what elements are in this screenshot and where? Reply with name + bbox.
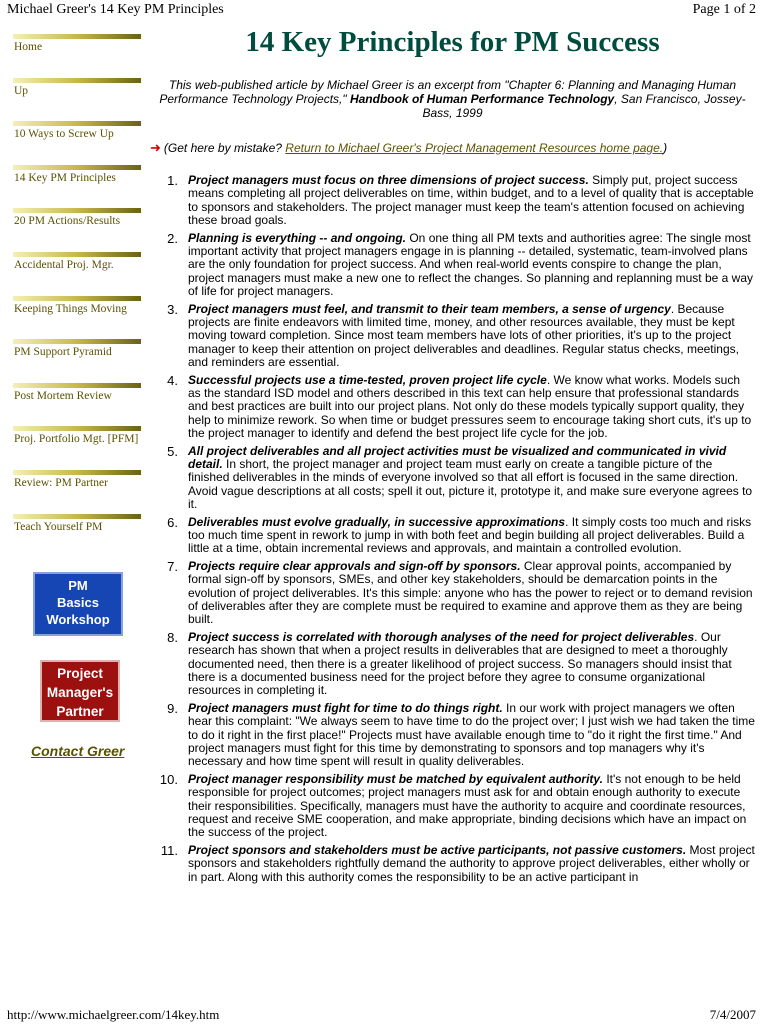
nav-link[interactable]: Accidental Proj. Mgr. bbox=[14, 258, 114, 271]
nav-divider bbox=[13, 121, 141, 126]
badge-line: Partner bbox=[56, 704, 104, 719]
book-title: Handbook of Human Performance Technology bbox=[349, 92, 615, 106]
nav-divider bbox=[13, 34, 141, 39]
principle-item bbox=[150, 374, 755, 440]
nav-item[interactable] bbox=[13, 252, 143, 296]
principle-number: 4. bbox=[167, 372, 178, 388]
principle-heading: Project managers must feel, and transmit to their team members, a sense of urgency bbox=[188, 301, 671, 316]
nav-link[interactable]: Post Mortem Review bbox=[14, 389, 112, 402]
principle-item bbox=[150, 844, 755, 884]
principle-body: Simply put, project success means completing all project deliverables on time, within budget, and to a level of quality that is acceptable to sponsors and stakeholders. The project manager must keep the team's attention focused on achieving these broad goals. bbox=[188, 173, 754, 227]
print-footer-date: 7/4/2007 bbox=[709, 1007, 756, 1022]
print-footer-url: http://www.michaelgreer.com/14key.htm bbox=[7, 1007, 220, 1022]
nav-link[interactable]: Review: PM Partner bbox=[14, 476, 108, 489]
principle-number: 9. bbox=[167, 700, 178, 716]
notice-prefix: (Get here by mistake? bbox=[163, 141, 286, 155]
principle-item bbox=[150, 232, 755, 298]
nav-item[interactable] bbox=[13, 121, 143, 165]
nav-divider bbox=[13, 383, 141, 388]
contact-greer-link[interactable]: Contact Greer bbox=[31, 743, 125, 759]
principle-item bbox=[150, 174, 755, 227]
nav-item[interactable] bbox=[13, 296, 143, 340]
nav-item[interactable] bbox=[13, 426, 143, 470]
nav-link[interactable]: 10 Ways to Screw Up bbox=[14, 128, 114, 141]
nav-link[interactable]: Proj. Portfolio Mgt. [PFM] bbox=[14, 433, 139, 446]
principle-body: . It simply costs too much and risks too much time spent in rework to jump in with both feet and begin building all project deliverables. Build a little at a time, obtain incremental reviews and approvals, and maintain a controlled evolution. bbox=[188, 514, 752, 556]
principle-item bbox=[150, 303, 755, 369]
principle-heading: Project success is correlated with thorough analyses of the need for project deliverables bbox=[188, 630, 695, 644]
principle-item bbox=[150, 773, 755, 839]
nav-link[interactable]: Teach Yourself PM bbox=[14, 520, 103, 533]
principle-body: On one thing all PM texts and authorities agree: The single most important activity that project managers engage in is planning -- detailed, systematic, team-involved plans are the only foundation for project success. And when real-world events conspire to change the plan, project managers must make a new one to reflect the changes. So planning and replanning must be a way of life for project managers. bbox=[188, 230, 754, 298]
nav-item[interactable] bbox=[13, 165, 143, 209]
nav-divider bbox=[13, 252, 141, 257]
principle-item bbox=[150, 631, 755, 697]
nav-divider bbox=[13, 514, 141, 519]
nav-item[interactable] bbox=[13, 339, 143, 383]
nav-item[interactable] bbox=[13, 383, 143, 427]
project-managers-partner-button[interactable] bbox=[40, 660, 120, 722]
nav-item[interactable] bbox=[13, 34, 143, 78]
principle-number: 5. bbox=[167, 443, 178, 459]
nav-divider bbox=[13, 208, 141, 213]
home-page-link[interactable]: Return to Michael Greer's Project Management Resources home page. bbox=[285, 141, 664, 155]
sidebar-nav bbox=[13, 34, 143, 557]
principle-item bbox=[150, 516, 755, 556]
principle-item bbox=[150, 702, 755, 768]
nav-item[interactable] bbox=[13, 514, 143, 558]
nav-link[interactable]: PM Support Pyramid bbox=[14, 346, 112, 359]
nav-link[interactable]: Up bbox=[14, 84, 29, 97]
principle-body: . Our research has shown that when a project results in deliverables that are designed to meet a thoroughly documented need, then there is a greater likelihood of project success. So managers should insist that there is a documented business need for the project before they agree to consume organizational resources in completing it. bbox=[188, 630, 732, 698]
principle-number: 7. bbox=[167, 559, 178, 575]
principle-number: 11. bbox=[160, 842, 178, 858]
badge-line: Manager's bbox=[46, 685, 114, 700]
principle-number: 6. bbox=[167, 514, 178, 530]
principle-heading: Project managers must fight for time to do things right. bbox=[188, 700, 503, 715]
principle-item bbox=[150, 445, 755, 511]
principle-body: . Because projects are finite endeavors with limited time, money, and other resources available, they must be kept moving toward completion. Since most team members have lots of other priorities, it's up to the project manager to keep their attention on project deliverables and deadlines. Regular status checks, meetings, and reminders are essential. bbox=[188, 301, 739, 369]
badge-line: Workshop bbox=[46, 612, 110, 627]
principle-body: It's not enough to be held responsible for project outcomes; project managers must ask for and obtain enough authority to execute their responsibilities. Specifically, managers must have the authority to acquire and coordinate resources, request and receive SME cooperation, and make appropriate, binding decisions which have an impact on the success of the project. bbox=[188, 771, 747, 840]
nav-divider bbox=[13, 339, 141, 344]
principle-body: Clear approval points, accompanied by formal sign-off by sponsors, SMEs, and other key stakeholders, should be demarcation points in the evolution of project deliverables. It's this simple: anyone who has the power to reject or to demand revision of deliverables after they are complete must be required to examine and approve them as they are being built. bbox=[188, 559, 753, 627]
nav-divider bbox=[13, 470, 141, 475]
nav-divider bbox=[13, 78, 141, 83]
principle-heading: Project sponsors and stakeholders must be active participants, not passive customers. bbox=[188, 842, 687, 857]
principle-heading: Project managers must focus on three dimensions of project success. bbox=[188, 173, 589, 187]
principle-heading: All project deliverables and all project activities must be visualized and communicated in vivid detail. bbox=[188, 443, 727, 471]
badge-line: PM bbox=[68, 578, 88, 593]
principle-number: 8. bbox=[167, 630, 178, 645]
nav-item[interactable] bbox=[13, 208, 143, 252]
principle-heading: Deliverables must evolve gradually, in successive approximations bbox=[188, 514, 566, 529]
intro-text: , San Francisco, Jossey-Bass, 1999 bbox=[422, 92, 746, 120]
nav-link[interactable]: 14 Key PM Principles bbox=[14, 171, 116, 184]
page-title: 14 Key Principles for PM Success bbox=[245, 26, 660, 58]
badge-line: Basics bbox=[57, 595, 99, 610]
nav-link[interactable]: Home bbox=[14, 41, 43, 53]
principle-body: In our work with project managers we often hear this complaint: "We always seem to have time to do the project over; I just wish we had taken the time to do it right in the first place!" Projects must have available enough time to "do it right the first time." And project managers must fight for this time by demonstrating to sponsors and top managers why it's necessary and how time spent will result in quality deliverables. bbox=[188, 700, 755, 769]
principle-item bbox=[150, 560, 755, 626]
principle-number: 2. bbox=[167, 230, 178, 246]
pm-basics-workshop-button[interactable] bbox=[33, 572, 123, 636]
intro-text: This web-published article by Michael Greer is an excerpt from "Chapter 6: Planning and Managing Human Performance Technology Projects," bbox=[159, 78, 737, 106]
principle-number: 3. bbox=[167, 301, 178, 317]
principle-heading: Planning is everything -- and ongoing. bbox=[188, 230, 407, 245]
nav-item[interactable] bbox=[13, 78, 143, 122]
notice-suffix: ) bbox=[663, 141, 668, 155]
wrong-page-notice bbox=[150, 140, 667, 156]
principle-body: In short, the project manager and project team must early on create a tangible picture of the finished deliverables in the minds of everyone involved so that all effort is focused in the same direction. Avoid vague descriptions at all costs; spell it out, picture it, prototype it, and make sure everyone agrees to it. bbox=[188, 456, 753, 511]
nav-divider bbox=[13, 296, 141, 301]
principle-body: Most project sponsors and stakeholders rightfully demand the authority to approve project deliverables, either wholly or in part. Along with this authority comes the responsibility to be an active participant in bbox=[188, 842, 755, 884]
nav-link[interactable]: 20 PM Actions/Results bbox=[14, 215, 121, 228]
intro-paragraph bbox=[150, 78, 755, 120]
principle-number: 1. bbox=[167, 173, 178, 188]
nav-divider bbox=[13, 426, 141, 431]
principle-number: 10. bbox=[159, 771, 178, 787]
principle-heading: Successful projects use a time-tested, proven project life cycle bbox=[188, 372, 547, 387]
principle-body: . We know what works. Models such as the standard ISD model and others described in this text can help ensure that professional standards and best practices are built into our project plans. Not only do these models typically support quality, they help to minimize rework. So when time or budget pressures seem to encourage taking short cuts, it's up to the project manager to identify and defend the best project life cycle for the job. bbox=[188, 372, 752, 440]
badge-line: Project bbox=[57, 666, 103, 681]
nav-link[interactable]: Keeping Things Moving bbox=[14, 302, 127, 315]
arrow-right-icon: ➜ bbox=[150, 140, 161, 155]
principle-heading: Projects require clear approvals and sign-off by sponsors. bbox=[188, 559, 521, 574]
nav-divider bbox=[13, 165, 141, 170]
nav-item[interactable] bbox=[13, 470, 143, 514]
principles-list bbox=[150, 174, 755, 888]
principle-heading: Project manager responsibility must be matched by equivalent authority. bbox=[188, 771, 603, 786]
print-header-title: Michael Greer's 14 Key PM Principles bbox=[7, 2, 224, 17]
print-header-page: Page 1 of 2 bbox=[692, 2, 756, 17]
